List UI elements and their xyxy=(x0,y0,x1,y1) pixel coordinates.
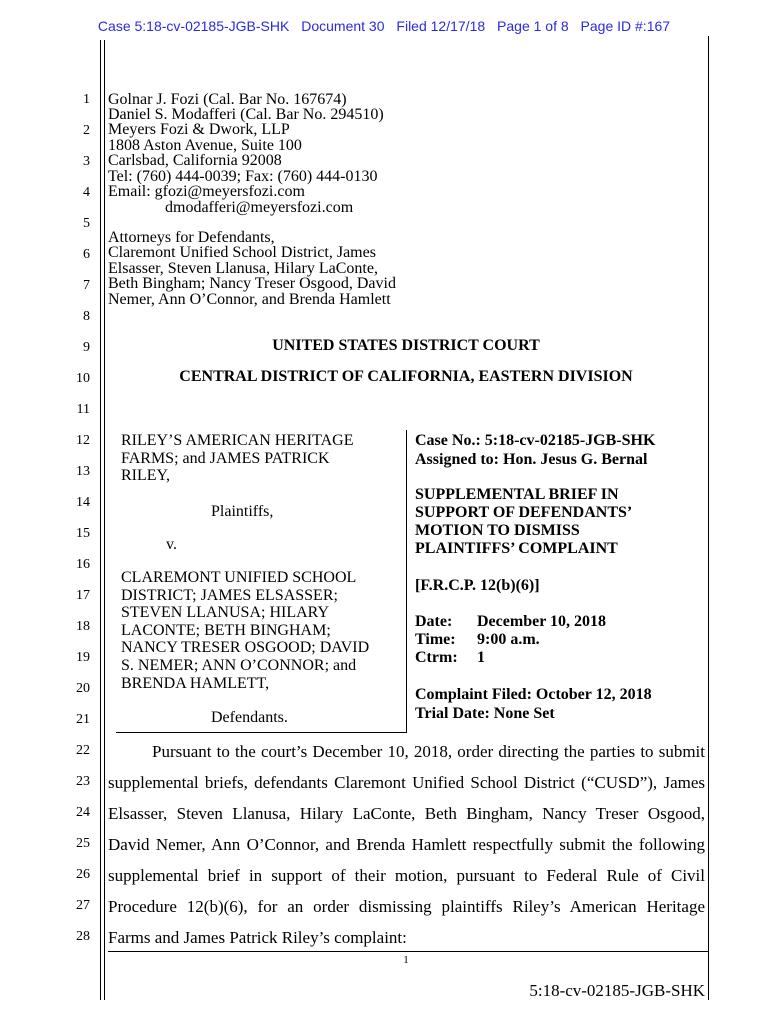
hearing-date-value: December 10, 2018 xyxy=(477,613,606,630)
courtroom-label: Ctrm: xyxy=(415,649,458,666)
left-margin-rule-1 xyxy=(100,40,101,1000)
header-page-id: Page ID #:167 xyxy=(580,18,671,34)
line-number: 6 xyxy=(83,247,90,262)
attorneys-line: Attorneys for Defendants, xyxy=(108,229,275,246)
right-margin-rule xyxy=(708,36,709,1000)
line-number: 8 xyxy=(83,309,90,324)
ecf-header xyxy=(0,18,768,34)
attorneys-line: Elsasser, Steven Llanusa, Hilary LaConte, xyxy=(108,260,378,277)
header-case: Case 5:18-cv-02185-JGB-SHK xyxy=(97,18,290,34)
defendants-line: DISTRICT; JAMES ELSASSER; xyxy=(121,587,338,604)
line-number: 7 xyxy=(83,278,90,293)
body-line: supplemental briefs, defendants Claremont Unified School District (“CUSD”), James xyxy=(108,773,705,792)
line-number: 23 xyxy=(76,774,90,789)
body-line: Pursuant to the court’s December 10, 2018, order directing the parties to submit xyxy=(152,742,705,761)
document-title-line: PLAINTIFFS’ COMPLAINT xyxy=(415,540,618,557)
line-number: 1 xyxy=(83,92,90,107)
defendants-label: Defendants. xyxy=(211,709,288,726)
line-number: 28 xyxy=(76,929,90,944)
body-line: Farms and James Patrick Riley’s complaint: xyxy=(108,928,407,947)
line-number: 3 xyxy=(83,154,90,169)
left-margin-rule-2 xyxy=(104,40,105,1000)
line-number: 2 xyxy=(83,123,90,138)
defendants-line: S. NEMER; ANN O’CONNOR; and xyxy=(121,657,357,674)
caption-bottom-rule xyxy=(116,732,407,733)
body-line: David Nemer, Ann O’Connor, and Brenda Hamlett respectfully submit the following xyxy=(108,835,705,854)
line-number: 21 xyxy=(76,712,90,727)
hearing-time-label: Time: xyxy=(415,631,456,648)
line-number: 18 xyxy=(76,619,90,634)
body-line: Elsasser, Steven Llanusa, Hilary LaConte, Beth Bingham, Nancy Treser Osgood, xyxy=(108,804,705,823)
footer-page-number: 1 xyxy=(403,954,409,966)
document-title-line: SUPPORT OF DEFENDANTS’ xyxy=(415,504,633,521)
versus: v. xyxy=(166,536,177,553)
line-number: 5 xyxy=(83,216,90,231)
assigned-judge: Assigned to: Hon. Jesus G. Bernal xyxy=(415,451,648,468)
attorneys-line: Nemer, Ann O’Connor, and Brenda Hamlett xyxy=(108,291,391,308)
counsel-line: Meyers Fozi & Dwork, LLP xyxy=(108,121,290,138)
line-number: 27 xyxy=(76,898,90,913)
hearing-date-label: Date: xyxy=(415,613,453,630)
line-number: 4 xyxy=(83,185,90,200)
line-number: 19 xyxy=(76,650,90,665)
counsel-line: Email: gfozi@meyersfozi.com xyxy=(108,183,305,200)
case-number: Case No.: 5:18-cv-02185-JGB-SHK xyxy=(415,432,656,449)
counsel-line: Daniel S. Modafferi (Cal. Bar No. 294510) xyxy=(108,106,384,123)
defendants-line: BRENDA HAMLETT, xyxy=(121,675,270,692)
court-name: UNITED STATES DISTRICT COURT xyxy=(272,337,540,354)
complaint-filed: Complaint Filed: October 12, 2018 xyxy=(415,686,652,703)
line-number: 25 xyxy=(76,836,90,851)
line-number: 10 xyxy=(76,371,90,386)
courtroom-value: 1 xyxy=(477,649,485,666)
counsel-line: dmodafferi@meyersfozi.com xyxy=(165,199,354,216)
footer-rule xyxy=(108,951,708,952)
trial-date: Trial Date: None Set xyxy=(415,705,555,722)
line-number: 22 xyxy=(76,743,90,758)
counsel-line: 1808 Aston Avenue, Suite 100 xyxy=(108,137,302,154)
hearing-time-value: 9:00 a.m. xyxy=(477,631,540,648)
counsel-line: Tel: (760) 444-0039; Fax: (760) 444-0130 xyxy=(108,168,378,185)
line-number: 15 xyxy=(76,526,90,541)
header-page: Page 1 of 8 xyxy=(497,18,569,34)
body-line: supplemental brief in support of their motion, pursuant to Federal Rule of Civil xyxy=(108,866,705,885)
line-number: 12 xyxy=(76,433,90,448)
plaintiffs-line: FARMS; and JAMES PATRICK xyxy=(121,450,330,467)
defendants-line: NANCY TRESER OSGOOD; DAVID xyxy=(121,639,370,656)
document-title-line: MOTION TO DISMISS xyxy=(415,522,580,539)
counsel-line: Carlsbad, California 92008 xyxy=(108,152,282,169)
footer-case-number: 5:18-cv-02185-JGB-SHK xyxy=(529,981,705,1000)
line-number: 20 xyxy=(76,681,90,696)
line-number: 9 xyxy=(83,340,90,355)
attorneys-line: Beth Bingham; Nancy Treser Osgood, David xyxy=(108,275,396,292)
body-line: Procedure 12(b)(6), for an order dismissing plaintiffs Riley’s American Heritage xyxy=(108,897,705,916)
defendants-line: CLAREMONT UNIFIED SCHOOL xyxy=(121,569,357,586)
court-district: CENTRAL DISTRICT OF CALIFORNIA, EASTERN DIVISION xyxy=(179,368,633,385)
document-title-line: SUPPLEMENTAL BRIEF IN xyxy=(415,486,619,503)
line-number: 26 xyxy=(76,867,90,882)
line-number: 24 xyxy=(76,805,90,820)
rule-citation: [F.R.C.P. 12(b)(6)] xyxy=(415,577,540,594)
line-number: 14 xyxy=(76,495,90,510)
plaintiffs-line: RILEY’S AMERICAN HERITAGE xyxy=(121,432,354,449)
attorneys-line: Claremont Unified School District, James xyxy=(108,244,376,261)
caption-divider xyxy=(406,430,407,733)
plaintiffs-line: RILEY, xyxy=(121,467,171,484)
header-filed: Filed 12/17/18 xyxy=(396,18,486,34)
header-document: Document 30 xyxy=(301,18,385,34)
counsel-line: Golnar J. Fozi (Cal. Bar No. 167674) xyxy=(108,91,347,108)
line-number: 11 xyxy=(76,402,90,417)
defendants-line: STEVEN LLANUSA; HILARY xyxy=(121,604,329,621)
line-number: 16 xyxy=(76,557,90,572)
line-number: 13 xyxy=(76,464,90,479)
line-number: 17 xyxy=(76,588,90,603)
defendants-line: LACONTE; BETH BINGHAM; xyxy=(121,622,331,639)
plaintiffs-label: Plaintiffs, xyxy=(211,503,274,520)
